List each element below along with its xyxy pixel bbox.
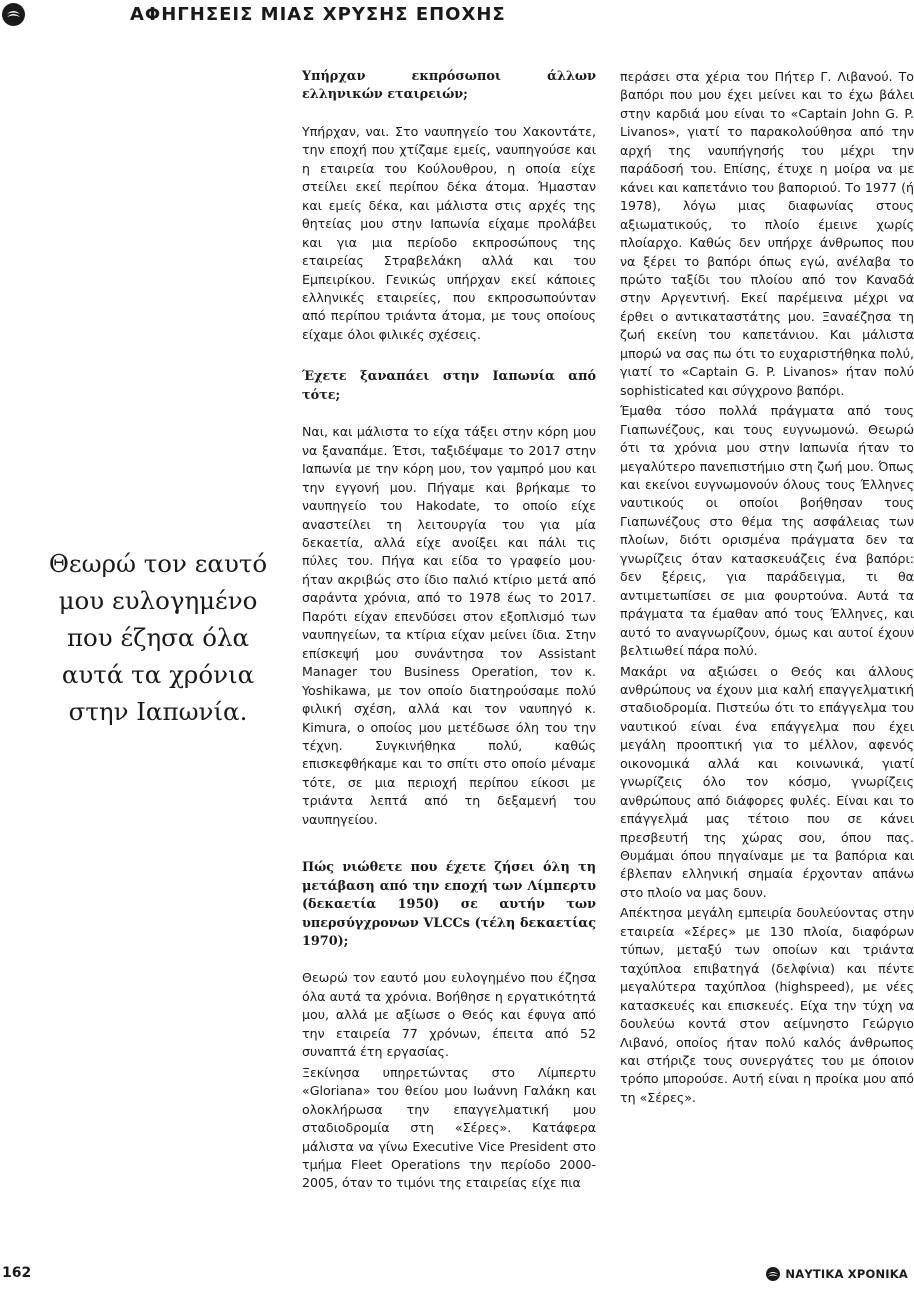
brand-name: ΝΑΥΤΙΚΑ ΧΡΟΝΙΚΑ — [785, 1267, 908, 1281]
article-paragraph: περάσει στα χέρια του Πήτερ Γ. Λιβανού. Το βαπόρι που μου έχει μείνει και το έχω βάλει στην καρδιά μου είναι το «Captain John G. P. Livanos», γιατί το παρακολούθησα από την αρχή της ναυπήγησής του μέχρι την παράδοσή του. Επίσης, έτυχε η μοίρα να με κάνει και καπετάνιο του βαποριού. Το 1977 (ή 1978), λόγω μιας διαφωνίας στους αξιωματικούς, το πλοίο έμεινε χωρίς πλοίαρχο. Καθώς δεν υπήρχε άνθρωπος που να ξέρει το βαπόρι όπως εγώ, ανέλαβα το πρώτο ταξίδι του πλοίου από τον Καναδά στην Αργεντινή. Εκεί παρέμεινα μέχρι να έρθει ο αντικαταστάτης μου. Ξαναέζησα τη ζωή εκείνη του καπετάνιου. Και μάλιστα μπορώ να σας πω ότι το ευχαριστήθηκα πολύ, γιατί το «Captain G. P. Livanos» ήταν πολύ sophisticated και σύγχρονο βαπόρι. — [620, 69, 914, 398]
interview-answer: Υπήρχαν, ναι. Στο ναυπηγείο του Χακοντάτε, την εποχή που χτίζαμε εμείς, ναυπηγούσε και η εταιρεία του Κούλουθρου, η οποία είχε στείλει εκεί περίπου δέκα άτομα. Ήμασταν και εμείς δέκα, και μάλιστα στις αρχές της θητείας μου στην Ιαπωνία είχαμε προλάβει και για μια περίοδο εκπροσώπους της εταιρείας Στραβελάκη αλλά και του Εμπειρίκου. Γενικώς υπήρχαν εκεί κάποιες ελληνικές εταιρείες, που εκπροσωπούνταν από περίπου τριάντα άτομα, με τους οποίους είχαμε όλοι φιλικές σχέσεις. — [302, 123, 596, 342]
footer-brand — [766, 1267, 908, 1281]
brand-logo-icon — [766, 1267, 780, 1281]
interview-answer: Ναι, και μάλιστα το είχα τάξει στην κόρη μου να ξαναπάμε. Έτσι, ταξιδέψαμε το 2017 στην Ιαπωνία με την κόρη μου, τον γαμπρό μου και την εγγονή μου. Πήγαμε και βρήκαμε το ναυπηγείο του Hakodate, το οποίο είχε αναστείλει τη λειτουργία του για μία δεκαετία, αλλά είχε ανοίξει και πάλι τις πύλες του. Πήγα και είδα το γραφείο μου· ήταν ακριβώς στο ίδιο παλιό κτίριο μετά από σαράντα χρόνια, από το 1978 έως το 2017. Παρότι είχαν επενδύσει στον εξοπλισμό των ναυπηγείων, τα κτίρια είχαν μείνει ίδια. Στην επίσκεψή μου συνάντησα τον Assistant Manager του Business Operation, τον κ. Yoshikawa, με τον οποίο διατηρούσαμε πολύ φιλική σχέση, αλλά και τον ναυπηγό κ. Kimura, ο οποίος μου μετέδωσε όλη του την τέχνη. Συγκινήθηκα πολύ, καθώς επισκεφθήκαμε και το σπίτι στο οποίο μέναμε τότε, σε μια περιοχή περίπου είκοσι με τριάντα λεπτά από τη δεξαμενή του ναυπηγείου. — [302, 424, 596, 827]
page-number: 162 — [2, 1265, 32, 1281]
article-column-middle — [302, 68, 596, 1193]
interview-answer: Θεωρώ τον εαυτό μου ευλογημένο που έζησα όλα αυτά τα χρόνια. Βοήθησε η εργατικότητά μου, αλλά με αξίωσε ο Θεός και έφυγα από την εταιρεία 77 χρόνων, έπειτα από 52 συναπτά έτη εργασίας. — [302, 970, 596, 1060]
interview-answer: Ξεκίνησα υπηρετώντας στο Λίμπερτυ «Gloriana» του θείου μου Ιωάννη Γαλάκη και ολοκλήρωσα την επαγγελματική μου σταδιοδρομία στη «Σέρες». Κατάφερα μάλιστα να γίνω Executive Vice President στο τμήμα Fleet Operations την περίοδο 2000-2005, όταν το τιμόνι της εταιρείας είχε πια — [302, 1064, 596, 1191]
interview-question: Έχετε ξαναπάει στην Ιαπωνία από τότε; — [302, 369, 596, 403]
pull-quote: Θεωρώ τον εαυτό μου ευλογημένο που έζησα όλα αυτά τα χρόνια στην Ιαπωνία. — [48, 549, 268, 726]
article-paragraph: Μακάρι να αξιώσει ο Θεός και άλλους ανθρώπους να έχουν μια καλή επαγγελματική σταδιοδρομία. Πιστεύω ότι το επάγγελμα του ναυτικού είναι ένα επάγγελμα που έχει μεγάλη προοπτική για το μέλλον, αφενός οικονομικά αλλά και κοινωνικά, γιατί γνωρίζεις όλο τον κόσμο, γνωρίζεις ανθρώπους από διάφορες φυλές. Είναι και το επάγγελμά μας τέτοιο που σε κάνει πρεσβευτή της χώρας σου, όπου πας. Θυμάμαι όπου πηγαίναμε με τα βαπόρια και έβλεπαν ελληνική σημαία έρχονταν απάνω στο πλοίο να μας δουν. — [620, 663, 914, 900]
page-header — [0, 0, 914, 34]
magazine-logo-icon — [2, 3, 25, 26]
article-paragraph: Έμαθα τόσο πολλά πράγματα από τους Γιαπωνέζους, και τους ευγνωμονώ. Θεωρώ ότι τα χρόνια μου στην Ιαπωνία ήταν το μεγαλύτερο πανεπιστήμιο στη ζωή μου. Όπως και εκείνοι ευγνωμονούν όλους τους Έλληνες ναυτικούς οι οποίοι βοήθησαν τους Γιαπωνέζους στο θέμα της ασφάλειας των πλοίων, διότι ορισμένα πράγματα δεν τα γνωρίζεις όταν κατασκευάζεις ένα βαπόρι: δεν ξέρεις, για παράδειγμα, τι θα αντιμετωπίσει σε μια φουρτούνα. Αυτά τα πράγματα τα έμαθαν από τους Έλληνες, και αυτό το αναγνωρίζουν, όμως και αυτοί έχουν βελτιωθεί πάρα πολύ. — [620, 403, 914, 659]
interview-question: Υπήρχαν εκπρόσωποι άλλων ελληνικών εταιρειών; — [302, 69, 596, 103]
article-paragraph: Απέκτησα μεγάλη εμπειρία δουλεύοντας στην εταιρεία «Σέρες» με 130 πλοία, διαφόρων τύπων, μεταξύ των οποίων και τριάντα ταχύπλοα επιβατηγά (δελφίνια) και πέντε μεγαλύτερα ταχύπλοα (highspeed), με νέες κατασκευές και επισκευές. Είχα την τύχη να δουλεύω κοντά στον αείμνηστο Γεώργιο Λιβανό, οποίος ήταν πολύ καλός άνθρωπος και στήριζε τους συνεργάτες του με όποιον τρόπο μπορούσε. Αυτή είναι η προίκα μου από τη «Σέρες». — [620, 905, 914, 1105]
article-column-right — [620, 68, 914, 1107]
interview-question: Πώς νιώθετε που έχετε ζήσει όλη τη μετάβαση από την εποχή των Λίμπερτυ (δεκαετία 1950) σε αυτήν των υπερσύγχρονων VLCCs (τέλη δεκαετίας 1970); — [302, 860, 596, 950]
section-title: ΑΦΗΓΗΣΕΙΣ ΜΙΑΣ ΧΡΥΣΗΣ ΕΠΟΧΗΣ — [130, 4, 506, 25]
